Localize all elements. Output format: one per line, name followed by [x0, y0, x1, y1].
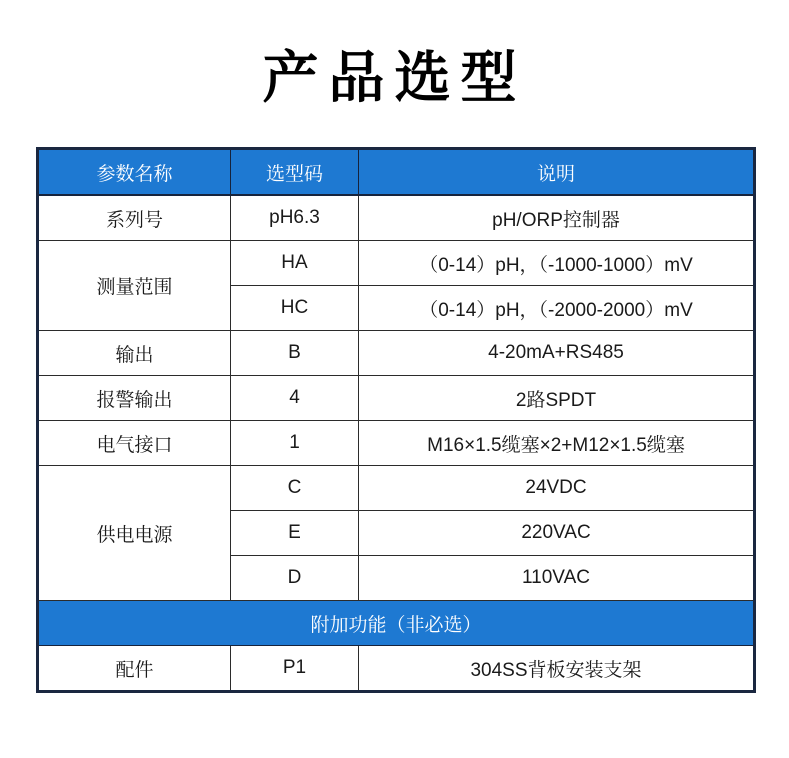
- code-cell: 1: [231, 421, 359, 466]
- banner-cell: 附加功能（非必选）: [38, 601, 755, 646]
- code-cell: P1: [231, 646, 359, 692]
- param-cell: 测量范围: [38, 241, 231, 331]
- product-selection-table: [36, 147, 756, 693]
- table-row: [38, 646, 755, 692]
- table-row: [38, 331, 755, 376]
- banner-row: [38, 601, 755, 646]
- code-cell: D: [231, 556, 359, 601]
- table-row: [38, 195, 755, 241]
- code-cell: C: [231, 466, 359, 511]
- code-cell: HA: [231, 241, 359, 286]
- desc-cell: （0-14）pH，（-2000-2000）mV: [359, 286, 755, 331]
- desc-cell: （0-14）pH，（-1000-1000）mV: [359, 241, 755, 286]
- page-title: 产品选型: [262, 46, 527, 109]
- desc-cell: 24VDC: [359, 466, 755, 511]
- desc-cell: 4-20mA+RS485: [359, 331, 755, 376]
- code-cell: 4: [231, 376, 359, 421]
- col-header-selection-code: 选型码: [231, 149, 359, 196]
- desc-cell: 220VAC: [359, 511, 755, 556]
- param-cell: 输出: [38, 331, 231, 376]
- desc-cell: M16×1.5缆塞×2+M12×1.5缆塞: [359, 421, 755, 466]
- code-cell: HC: [231, 286, 359, 331]
- code-cell: pH6.3: [231, 195, 359, 241]
- param-cell: 报警输出: [38, 376, 231, 421]
- code-cell: B: [231, 331, 359, 376]
- table-header-row: [38, 149, 755, 196]
- table-row: [38, 241, 755, 286]
- col-header-description: 说明: [359, 149, 755, 196]
- code-cell: E: [231, 511, 359, 556]
- param-cell: 配件: [38, 646, 231, 692]
- param-cell: 电气接口: [38, 421, 231, 466]
- table-row: [38, 421, 755, 466]
- table-row: [38, 466, 755, 511]
- col-header-parameter-name: 参数名称: [38, 149, 231, 196]
- desc-cell: 304SS背板安装支架: [359, 646, 755, 692]
- table-row: [38, 376, 755, 421]
- desc-cell: 2路SPDT: [359, 376, 755, 421]
- desc-cell: 110VAC: [359, 556, 755, 601]
- param-cell: 系列号: [38, 195, 231, 241]
- param-cell: 供电电源: [38, 466, 231, 601]
- desc-cell: pH/ORP控制器: [359, 195, 755, 241]
